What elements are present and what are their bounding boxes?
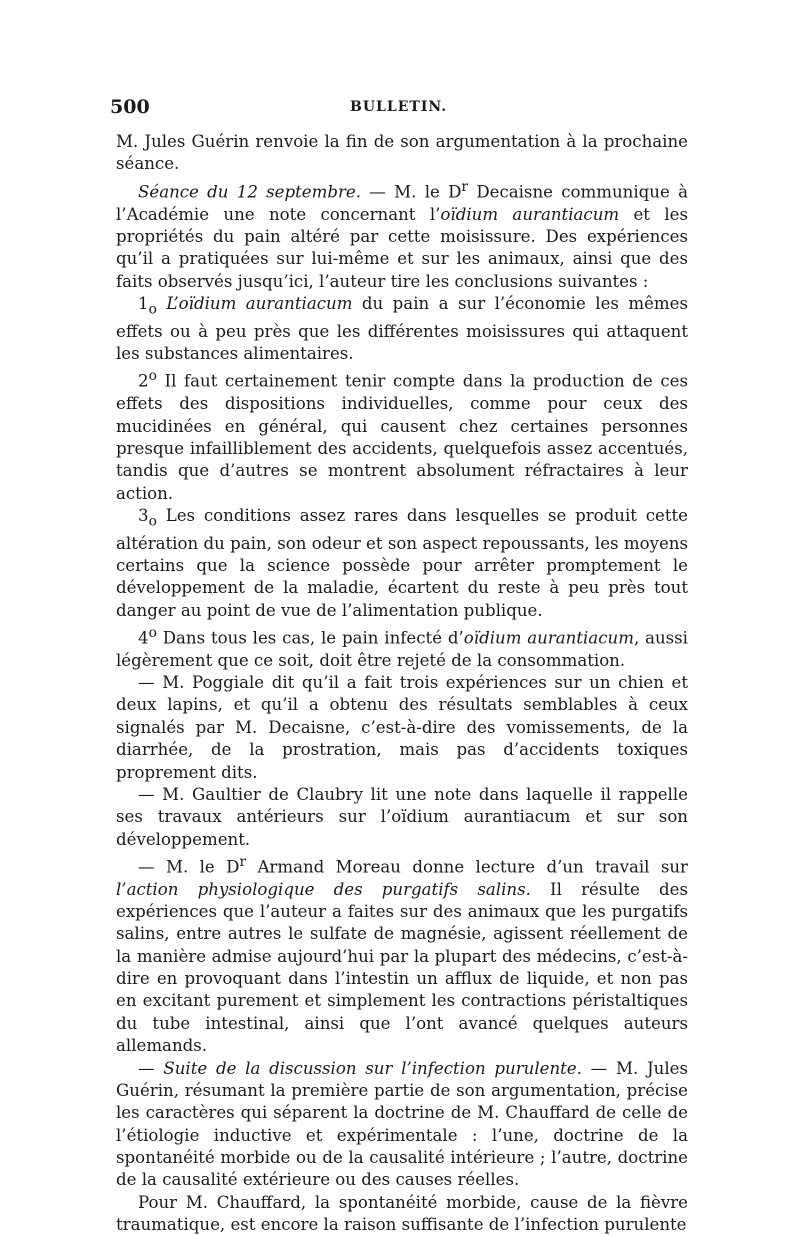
paragraph-moreau: — M. le $D^r$ Armand Moreau donne lecture d’un travail sur l’action physiologique des purgatifs salins. Il résulte des expériences que l’auteur a faites sur des animaux que les purgatifs salins, entre autres le sulfate de magnésie, agissent réellement de la manière admise aujourd’hui par la plupart des médecins, c’est-à-dire en provoquant dans l’intestin un afflux de liquide, et non pas en excitant purement et simplement les contractions péristaltiques du tube intestinal, ainsi que l’ont avancé quelques auteurs allemands. xyxy=(116,853,688,1056)
conclusion-4: 4$^o$ Dans tous les cas, le pain infecté d’oïdium aurantiacum, aussi légèrement que ce soit, doit être rejeté de la consommation. xyxy=(116,624,688,670)
conclusion-3: $3_o$ Les conditions assez rares dans lesquelles se produit cette altération du pain, son odeur et son aspect repoussants, les moyens certains que la science possède pour arrêter promptement le développement de la maladie, écartent du reste à peu près tout danger au point de vue de l’alimentation publique. xyxy=(116,505,688,620)
paragraph-seance-12-septembre: Séance du 12 septembre. — M. le $D^r$ Decaisne communique à l’Académie une note concernant l’oïdium aurantiacum et les propriétés du pain altéré par cette moisissure. Des expériences qu’il a pratiquées sur lui-même et sur les animaux, ainsi que des faits observés jusqu’ici, l’auteur tire les conclusions suivantes : xyxy=(116,178,688,291)
paragraph-guerin-adjourn: M. Jules Guérin renvoie la fin de son argumentation à la prochaine séance. xyxy=(116,132,688,174)
conclusion-2: 2$^o$ Il faut certainement tenir compte dans la production de ces effets des dispositions individuelles, comme pour ceux des mucidinées en général, qui causent chez certaines personnes presque infailliblement des accidents, quelquefois assez accentués, tandis que d’autres se montrent absolument réfractaires à leur action. xyxy=(116,368,688,503)
paragraph-chauffard: Pour M. Chauffard, la spontanéité morbide, cause de la fièvre traumatique, est encore la raison suffisante de l’infection purulente xyxy=(116,1192,688,1234)
conclusion-1: $1_o$ L’oïdium aurantiacum du pain a sur l’économie les mêmes effets ou à peu près que les différentes moisissures qui attaquent les substances alimentaires. xyxy=(116,293,688,363)
page-header xyxy=(110,96,690,120)
paragraph-infection-purulente: — Suite de la discussion sur l’infection purulente. — M. Jules Guérin, résumant la première partie de son argumentation, précise les caractères qui séparent la doctrine de M. Chauffard de celle de l’étiologie inductive et expérimentale : l’une, doctrine de la spontanéité morbide ou de la causalité intérieure ; l’autre, doctrine de la causalité extérieure ou des causes réelles. xyxy=(116,1058,688,1190)
body-text xyxy=(116,131,688,1236)
page-number: 500 xyxy=(110,96,150,118)
paragraph-gaultier-de-claubry: — M. Gaultier de Claubry lit une note dans laquelle il rappelle ses travaux antérieurs sur l’oïdium aurantiacum et sur son développement. xyxy=(116,784,688,849)
session-date: Séance du 12 septembre. xyxy=(138,182,361,202)
paragraph-poggiale: — M. Poggiale dit qu’il a fait trois expériences sur un chien et deux lapins, et qu’il a obtenu des résultats semblables à ceux signalés par M. Decaisne, c’est-à-dire des vomissements, de la diarrhée, de la prostration, mais pas d’accidents toxiques proprement dits. xyxy=(116,673,688,782)
running-title: BULLETIN. xyxy=(350,99,448,115)
